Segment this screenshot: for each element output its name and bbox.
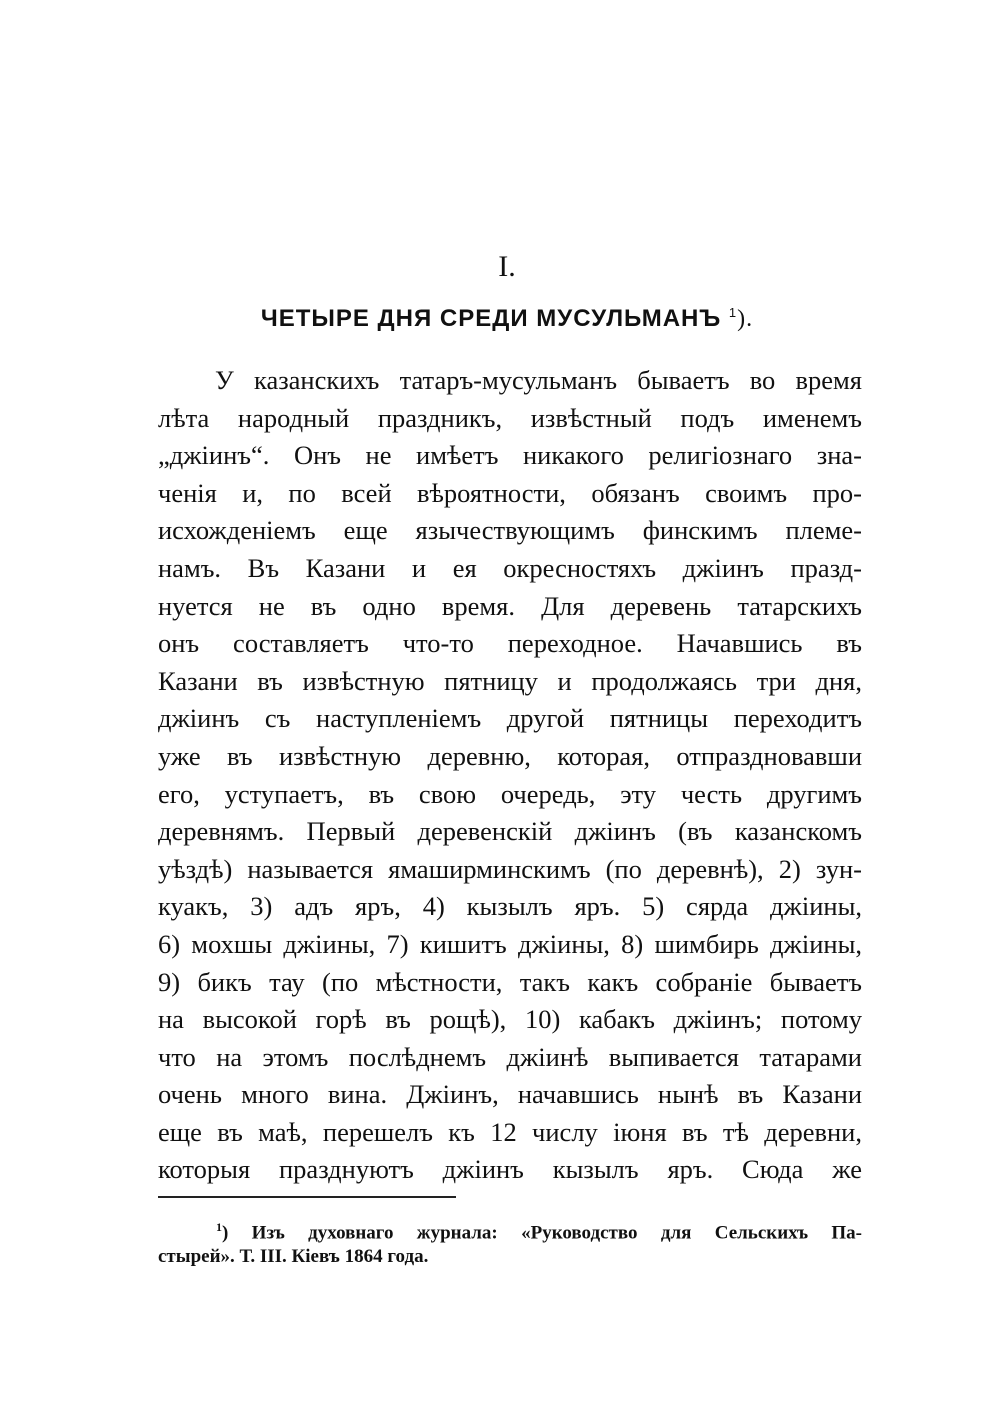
title-suffix: ). xyxy=(737,306,754,332)
body-line: уѣздѣ) называется ямаширминскимъ (по деревнѣ), 2) зун- xyxy=(158,853,862,884)
footnote-line-1 xyxy=(158,1212,862,1242)
chapter-title xyxy=(0,305,1000,333)
body-line: 6) мохшы джіины, 7) кишитъ джіины, 8) шимбирь джіины, xyxy=(158,928,862,959)
footnote-line-2: стырей». Т. III. Кіевъ 1864 года. xyxy=(158,1246,429,1267)
footnote xyxy=(158,1212,862,1272)
chapter-numeral: I. xyxy=(498,250,516,283)
body-line: намъ. Въ Казани и ея окресностяхъ джіинъ празд- xyxy=(158,552,862,583)
body-line: исхожденіемъ еще язычествующимъ финскимъ племе- xyxy=(158,515,862,546)
body-line: деревнямъ. Первый деревенскій джіинъ (въ казанскомъ xyxy=(158,816,862,847)
body-line: Казани въ извѣстную пятницу и продолжаясь три дня, xyxy=(158,665,862,696)
footnote-mark: 1 xyxy=(216,1220,222,1234)
body-line: очень много вина. Джіинъ, начавшись нынѣ въ Казани xyxy=(158,1079,862,1110)
body-line: У казанскихъ татаръ-мусульманъ бываетъ во время xyxy=(215,365,862,395)
body-line: что на этомъ послѣднемъ джіинѣ выпивается татарами xyxy=(158,1041,862,1072)
body-line: его, уступаетъ, въ свою очередь, эту честь другимъ xyxy=(158,778,862,809)
body-line: „джіинъ“. Онъ не имѣетъ никакого религіознаго зна- xyxy=(158,440,862,471)
body-line: уже въ извѣстную деревню, которая, отпраздновавши xyxy=(158,740,862,771)
body-line: 9) бикъ тау (по мѣстности, такъ какъ собраніе бываетъ xyxy=(158,966,862,997)
body-line: нуется не въ одно время. Для деревень татарскихъ xyxy=(158,590,862,621)
body-line: онъ составляетъ что-то переходное. Начавшись въ xyxy=(158,628,862,659)
footnote-reference: 1 xyxy=(728,305,738,320)
body-line: которыя празднуютъ джіинъ кызылъ яръ. Сюда же xyxy=(158,1154,862,1185)
footnote-divider xyxy=(158,1196,456,1198)
body-text xyxy=(158,362,862,1189)
body-line: джіинъ съ наступленіемъ другой пятницы переходитъ xyxy=(158,703,862,734)
footnote-text: ) Изъ духовнаго журнала: «Руководство для Сельскихъ Па- xyxy=(222,1222,862,1244)
chapter-title-text: ЧЕТЫРЕ ДНЯ СРЕДИ МУСУЛЬМАНЪ xyxy=(260,305,722,332)
body-line: лѣта народный праздникъ, извѣстный подъ именемъ xyxy=(158,402,862,433)
body-line: на высокой горѣ въ рощѣ), 10) кабакъ джіинъ; потому xyxy=(158,1004,862,1035)
body-line: еще въ маѣ, перешелъ къ 12 числу іюня въ тѣ деревни, xyxy=(158,1116,862,1147)
body-line: куакъ, 3) адъ яръ, 4) кызылъ яръ. 5) сярда джіины, xyxy=(158,891,862,922)
body-line: ченія и, по всей вѣроятности, обязанъ своимъ про- xyxy=(158,477,862,508)
